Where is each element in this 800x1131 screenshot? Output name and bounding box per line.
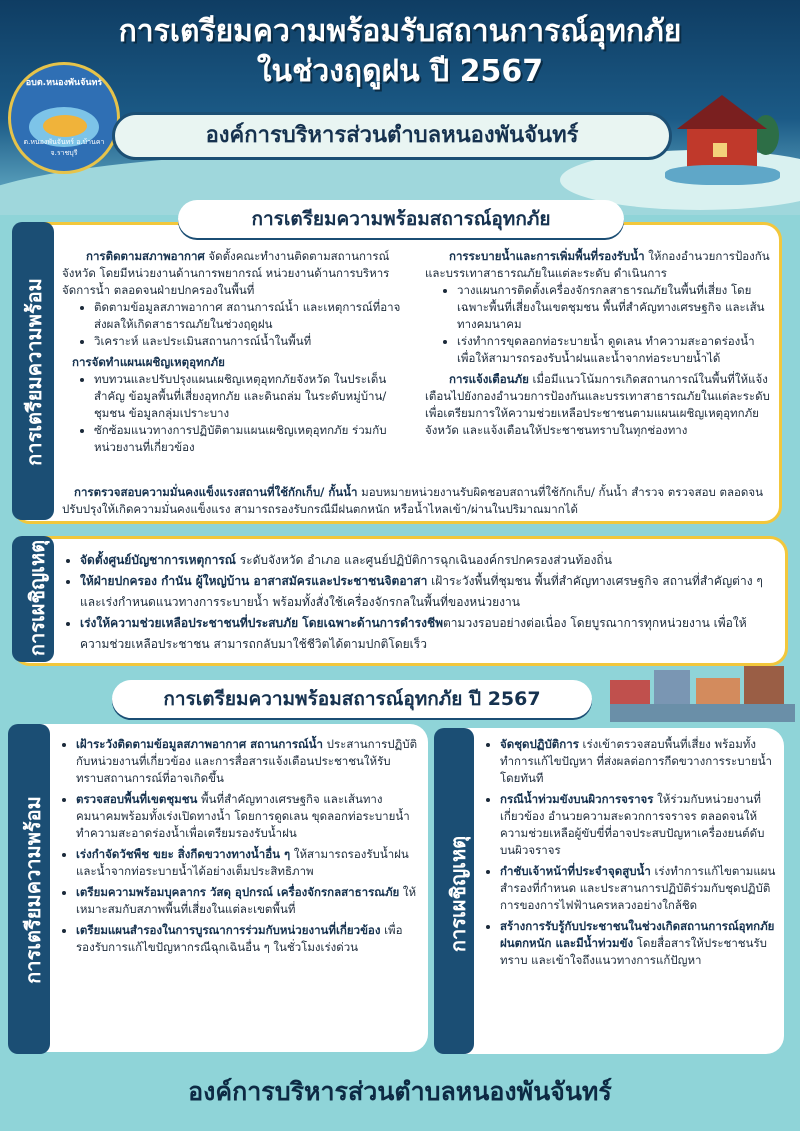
house-roof <box>677 95 767 129</box>
footer-org-name: องค์การบริหารส่วนตำบลหนองพันจันทร์ <box>0 1060 800 1131</box>
flooded-town-illustration <box>610 660 795 722</box>
resp-item-title: กรณีน้ำท่วมขังบนผิวการจราจร <box>500 792 654 806</box>
list-item: • วางแผนการติดตั้งเครื่องจักรกลสาธารณภัยในพื้นที่เสี่ยง โดยเฉพาะพื้นที่เสี่ยงในเขตชุมชน พื้นที่สำคัญทางเศรษฐกิจ และเส้นทางคมนาคม <box>457 282 770 333</box>
prep-2567-list-block <box>58 736 418 956</box>
org-logo <box>8 62 120 174</box>
flood-water <box>665 165 780 185</box>
flood-water <box>610 704 795 722</box>
dam-inspection-text: มอบหมายหน่วยงานรับผิดชอบสถานที่ใช้กักเก็บ/ กั้นน้ำ สำรวจ ตรวจสอบ ตลอดจนปรับปรุงให้เกิดความมั่นคงแข็งแรง สามารถรองรับกรณีมีฝนตกหนัก หรือน้ำไหลเข้า/ผ่านในปริมาณมากได้ <box>62 485 764 516</box>
resp-item-title: จัดชุดปฏิบัติการ <box>500 737 579 751</box>
resp-item-title: กำชับเจ้าหน้าที่ประจำจุดสูบน้ำ <box>500 864 651 878</box>
resp-2567-list-block <box>482 736 778 969</box>
response-item-title: เร่งให้ความช่วยเหลือประชาชนที่ประสบภัย โดยเฉพาะด้านการดำรงชีพ <box>80 616 444 630</box>
section-response-label: การเผชิญเหตุ <box>25 539 49 657</box>
response-item-title: ให้ฝ่ายปกครอง กำนัน ผู้ใหญ่บ้าน อาสาสมัครและประชาชนจิตอาสา <box>80 574 428 588</box>
drainage-para <box>425 248 770 282</box>
weather-monitoring-text: จัดตั้งคณะทำงานติดตามสถานการณ์จังหวัด โดยมีหน่วยงานด้านการพยากรณ์ หน่วยงานด้านการบริหารจัดการน้ำ ตลอดจนฝ่ายปกครองในพื้นที่ <box>62 249 390 297</box>
section-2567-response-label: การเผชิญเหตุ <box>446 835 470 953</box>
response-list <box>62 550 774 655</box>
resp-item-text: โดยสื่อสารให้ประชาชนรับทราบ และเข้าใจถึงแนวทางการแก้ปัญหา <box>500 936 767 967</box>
response-plan-para <box>62 354 407 371</box>
resp-item-text: ให้ร่วมกับหน่วยงานที่เกี่ยวข้อง อำนวยความสะดวกการจราจร ตลอดจนให้ความช่วยเหลือผู้ขับขี่ที่อาจประสบปัญหาเครื่องยนต์ดับบนผิวจราจร <box>500 792 765 857</box>
weather-monitoring-list <box>76 299 407 350</box>
response-list-block <box>62 550 774 655</box>
list-item <box>80 571 774 613</box>
prep-item-text: ให้สามารถรองรับน้ำฝน และน้ำจากท่อระบายน้ำได้อย่างเต็มประสิทธิภาพ <box>76 847 409 878</box>
response-item-text: ตามวงรอบอย่างต่อเนื่อง โดยบูรณาการทุกหน่วยงาน เพื่อให้ความช่วยเหลือประชาชน สามารถกลับมาใช้ชีวิตได้ตามปกติโดยเร็ว <box>80 616 747 651</box>
section-2567-preparedness-label: การเตรียมความพร้อม <box>21 796 45 984</box>
warning-title: การแจ้งเตือนภัย <box>449 372 529 386</box>
response-item-title: จัดตั้งศูนย์บัญชาการเหตุการณ์ <box>80 553 236 567</box>
list-item <box>500 918 778 969</box>
list-item <box>500 863 778 914</box>
prep-2567-list <box>58 736 418 956</box>
prep-item-title: เฝ้าระวังติดตามข้อมูลสภาพอากาศ สถานการณ์น้ำ <box>76 737 324 751</box>
prep-item-text: ให้เหมาะสมกับสภาพพื้นที่เสี่ยงในแต่ละเขตพื้นที่ <box>76 885 417 916</box>
resp-item-text: เร่งเข้าตรวจสอบพื้นที่เสี่ยง พร้อมทั้งทำการแก้ไขปัญหา ที่ส่งผลต่อการกีดขวางการระบายน้ำโดยทันที <box>500 737 773 785</box>
weather-monitoring-title: การติดตามสภาพอากาศ <box>86 249 205 263</box>
list-item <box>76 791 418 842</box>
list-item: • ซักซ้อมแนวทางการปฏิบัติตามแผนเผชิญเหตุอุทกภัย ร่วมกับหน่วยงานที่เกี่ยวข้อง <box>94 422 407 456</box>
fish-icon <box>43 115 87 137</box>
list-item <box>80 613 774 655</box>
weather-monitoring-para <box>62 248 407 299</box>
list-item: • วิเคราะห์ และประเมินสถานการณ์น้ำในพื้นที่ <box>94 333 407 350</box>
org-banner: องค์การบริหารส่วนตำบลหนองพันจันทร์ <box>112 112 672 160</box>
section-preparedness-label: การเตรียมความพร้อม <box>22 278 46 466</box>
drainage-block <box>425 248 770 439</box>
warning-text: เมื่อมีแนวโน้มการเกิดสถานการณ์ในพื้นที่ให้แจ้งเตือนไปยังกองอำนวยการป้องกันและบรรเทาสาธารณภัยในแต่ละระดับ เพื่อเตรียมการให้ความช่วยเหลือประชาชนตามแผนเผชิญเหตุอุทกภัยจังหวัด และแจ้งเตือนให้ประชาชนทราบในทุกช่องทาง <box>425 372 770 437</box>
list-item: • ติดตามข้อมูลสภาพอากาศ สถานการณ์น้ำ และเหตุการณ์ที่อาจส่งผลให้เกิดสาธารณภัยในช่วงฤดูฝน <box>94 299 407 333</box>
drainage-title: การระบายน้ำและการเพิ่มพื้นที่รองรับน้ำ <box>449 249 645 263</box>
flooded-house-illustration <box>665 95 780 185</box>
prep-item-text: ประสานการปฏิบัติกับหน่วยงานที่เกี่ยวข้อง และการสื่อสารแจ้งเตือนประชาชนให้รับทราบสถานการณ์ที่อาจเกิดขึ้น <box>76 737 418 785</box>
list-item <box>500 736 778 787</box>
section-preparedness-heading: การเตรียมความพร้อมสถารณ์อุทกภัย <box>178 200 624 238</box>
list-item: • ทบทวนและปรับปรุงแผนเผชิญเหตุอุทกภัยจังหวัด ในประเด็นสำคัญ ข้อมูลพื้นที่เสี่ยงอุทกภัย และดินถล่ม ในระดับหมู่บ้าน/ชุมชน ข้อมูลกลุ่มเปราะบาง <box>94 371 407 422</box>
prep-item-title: เตรียมแผนสำรองในการบูรณาการร่วมกับหน่วยงานที่เกี่ยวข้อง <box>76 923 381 937</box>
drainage-list <box>439 282 770 367</box>
page-title-line2: ในช่วงฤดูฝน ปี 2567 <box>256 54 544 89</box>
response-plan-list <box>76 371 407 456</box>
prep-item-text: พื้นที่สำคัญทางเศรษฐกิจ และเส้นทางคมนาคมพร้อมทั้งเร่งเปิดทางน้ำ โดยการดูดเลน ขุดลอกท่อระบายน้ำ ทำความสะอาดร่องน้ำเพื่อเตรียมรองรับน้ำฝน <box>76 792 410 840</box>
prep-item-title: เร่งกำจัดวัชพืช ขยะ สิ่งกีดขวางทางน้ำอื่น ๆ <box>76 847 291 861</box>
list-item <box>500 791 778 859</box>
page-title-line1: การเตรียมความพร้อมรับสถานการณ์อุทกภัย <box>118 14 682 49</box>
response-item-text: ระดับจังหวัด อำเภอ และศูนย์ปฏิบัติการฉุกเฉินองค์กรปกครองส่วนท้องถิ่น <box>235 553 612 567</box>
drainage-text: ให้กองอำนวยการป้องกันและบรรเทาสาธารณภัยในแต่ละระดับ ดำเนินการ <box>425 249 770 280</box>
response-item-text: เฝ้าระวังพื้นที่ชุมชน พื้นที่สำคัญทางเศรษฐกิจ สถานที่สำคัญต่าง ๆ และเร่งกำหนดแนวทางการระบายน้ำ พร้อมทั้งสั่งใช้เครื่องจักรกลในพื้นที่ของหน่วยงาน <box>80 574 763 609</box>
dam-inspection-title: การตรวจสอบความมั่นคงแข็งแรงสถานที่ใช้กักเก็บ/ กั้นน้ำ <box>74 485 358 499</box>
weather-monitoring-block <box>62 248 407 456</box>
resp-item-title: สร้างการรับรู้กับประชาชนในช่วงเกิดสถานการณ์อุทกภัย ฝนตกหนัก และมีน้ำท่วมขัง <box>500 919 775 950</box>
list-item: • เร่งทำการขุดลอกท่อระบายน้ำ ดูดเลน ทำความสะอาดร่องน้ำ เพื่อให้สามารถรองรับน้ำฝนและน้ำจากท่อระบายน้ำได้ <box>457 333 770 367</box>
response-plan-title: การจัดทำแผนเผชิญเหตุอุทกภัย <box>72 355 225 369</box>
list-item <box>76 846 418 880</box>
list-item <box>80 550 774 571</box>
house-window <box>713 143 727 157</box>
prep-item-title: เตรียมความพร้อมบุคลากร วัสดุ อุปกรณ์ เครื่องจักรกลสาธารณภัย <box>76 885 400 899</box>
prep-item-title: ตรวจสอบพื้นที่เขตชุมชน <box>76 792 198 806</box>
list-item <box>76 736 418 787</box>
section-2567-heading: การเตรียมความพร้อมสถารณ์อุทกภัย ปี 2567 <box>112 680 592 718</box>
dam-inspection-para <box>62 484 770 518</box>
warning-para <box>425 371 770 439</box>
logo-top-text: อบต.หนองพันจันทร์ <box>25 78 103 88</box>
prep-item-text: เพื่อรองรับการแก้ไขปัญหากรณีฉุกเฉินอื่น ๆ ในชั่วโมงเร่งด่วน <box>76 923 403 954</box>
resp-item-text: เร่งทำการแก้ไขตามแผนสำรองที่กำหนด และประสานการปฏิบัติร่วมกับชุดปฏิบัติการของการไฟฟ้านครหลวงอย่างใกล้ชิด <box>500 864 776 912</box>
list-item <box>76 922 418 956</box>
resp-2567-list <box>482 736 778 969</box>
logo-bottom-text: ต.หนองพันจันทร์ อ.บ้านคา จ.ราชบุรี <box>23 138 105 157</box>
list-item <box>76 884 418 918</box>
